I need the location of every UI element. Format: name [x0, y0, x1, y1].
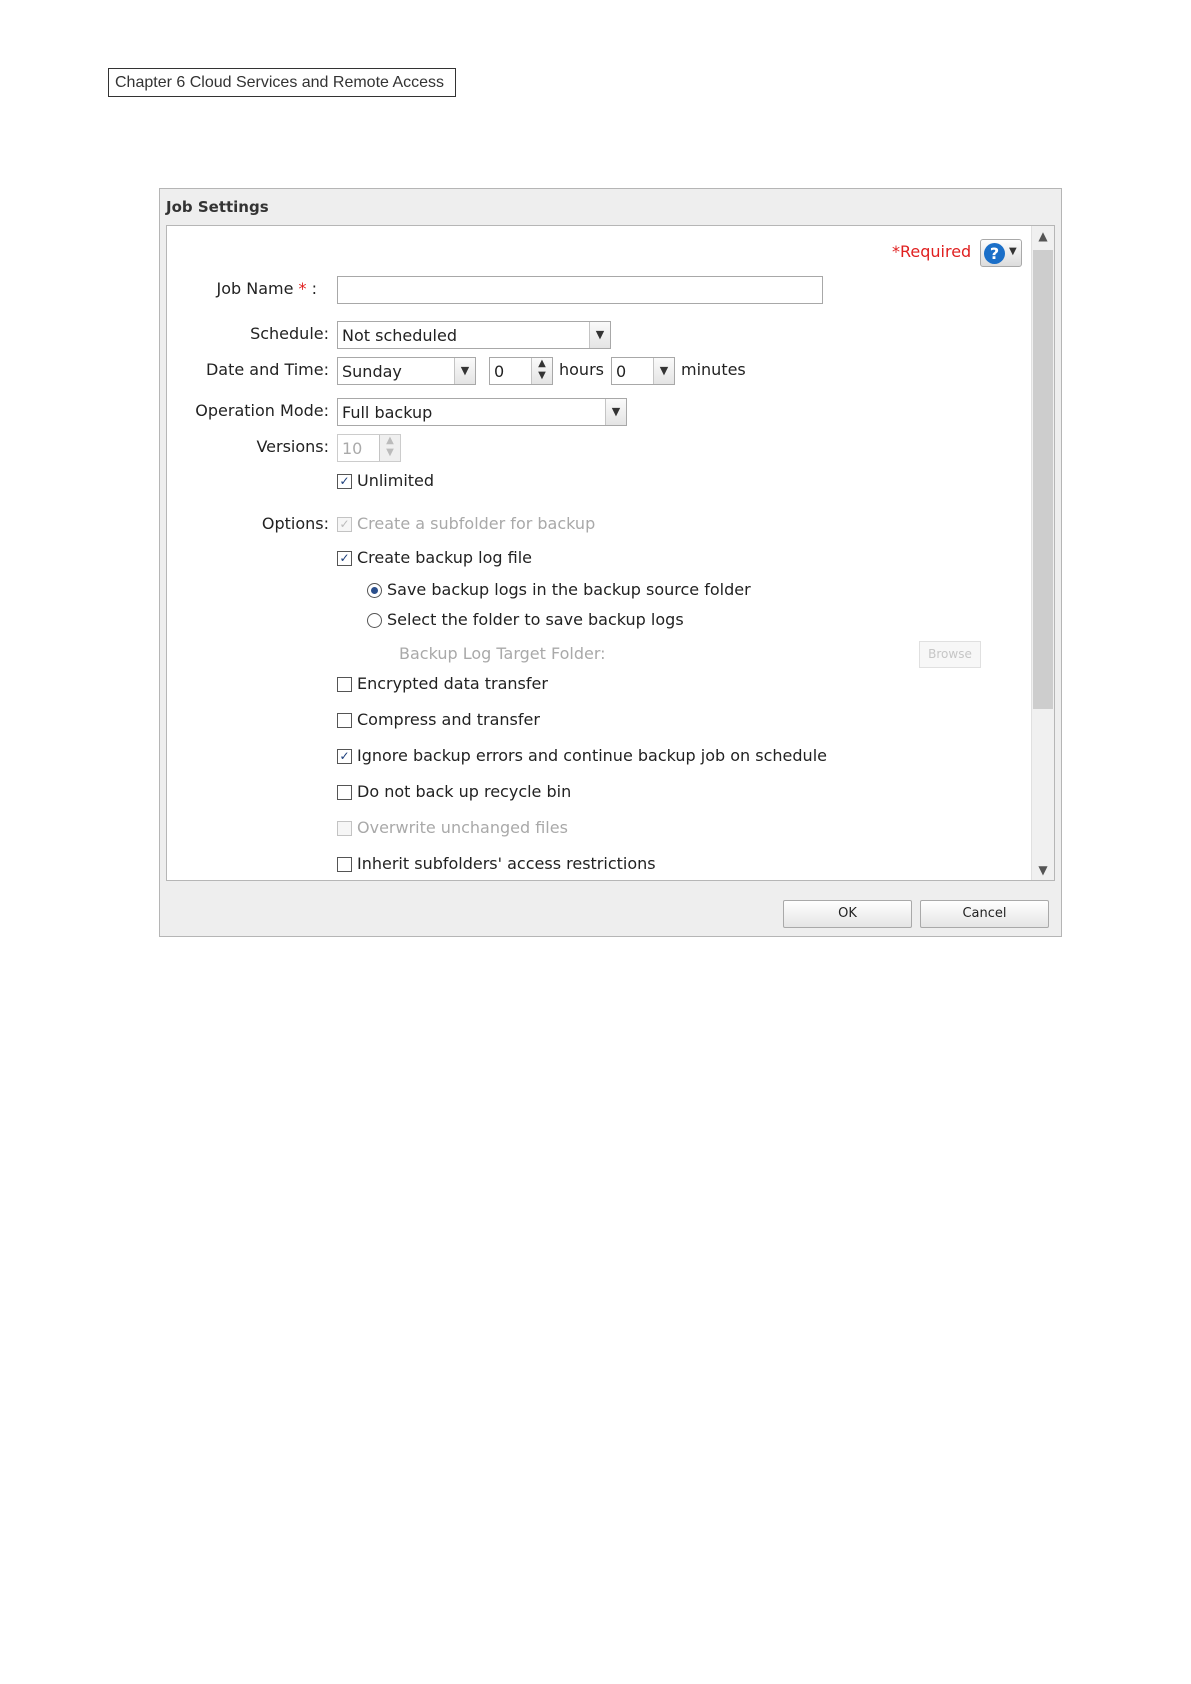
chevron-down-icon[interactable]: ▼ — [653, 358, 674, 384]
save-in-source-radio[interactable] — [367, 583, 382, 598]
dialog-title: Job Settings — [166, 198, 269, 216]
job-name-label-group — [167, 279, 317, 298]
backup-log-checkbox[interactable]: ✓ — [337, 551, 352, 566]
required-mark: * — [298, 279, 307, 298]
subfolder-label: Create a subfolder for backup — [357, 514, 596, 533]
day-value: Sunday — [342, 362, 402, 381]
date-time-label: Date and Time: — [205, 360, 329, 379]
versions-stepper — [337, 434, 401, 462]
question-icon: ? — [984, 243, 1005, 264]
schedule-value: Not scheduled — [342, 326, 457, 345]
ignore-errors-checkbox[interactable]: ✓ — [337, 749, 352, 764]
hours-stepper[interactable] — [489, 357, 553, 385]
chapter-header: Chapter 6 Cloud Services and Remote Access — [108, 68, 456, 97]
compress-transfer-checkbox[interactable] — [337, 713, 352, 728]
unlimited-checkbox[interactable]: ✓ — [337, 474, 352, 489]
job-name-input[interactable] — [337, 276, 823, 304]
scroll-thumb[interactable] — [1033, 250, 1053, 709]
job-name-label: Job Name — [216, 279, 294, 298]
job-settings-dialog — [159, 188, 1062, 937]
schedule-label: Schedule: — [250, 324, 329, 343]
scroll-up-icon[interactable]: ▲ — [1038, 229, 1048, 243]
cancel-button[interactable]: Cancel — [920, 900, 1049, 928]
encrypted-transfer-checkbox[interactable] — [337, 677, 352, 692]
chevron-down-icon[interactable]: ▼ — [589, 322, 610, 348]
browse-button: Browse — [919, 641, 981, 668]
inherit-restrictions-checkbox[interactable] — [337, 857, 352, 872]
hours-unit: hours — [559, 360, 604, 379]
chevron-down-icon[interactable]: ▼ — [605, 399, 626, 425]
versions-value: 10 — [342, 439, 363, 458]
spin-arrows-icon: ▲ ▼ — [379, 435, 400, 461]
select-folder-label: Select the folder to save backup logs — [387, 610, 684, 629]
day-select[interactable] — [337, 357, 476, 385]
spin-arrows-icon[interactable]: ▲ ▼ — [531, 358, 552, 384]
overwrite-unchanged-checkbox — [337, 821, 352, 836]
versions-label: Versions: — [256, 437, 329, 456]
options-label: Options: — [261, 514, 329, 533]
recycle-bin-label: Do not back up recycle bin — [357, 782, 572, 801]
hours-value: 0 — [494, 362, 505, 381]
subfolder-checkbox: ✓ — [337, 517, 352, 532]
minutes-unit: minutes — [681, 360, 746, 379]
chevron-down-icon[interactable]: ▼ — [454, 358, 475, 384]
minutes-value: 0 — [616, 362, 627, 381]
help-button[interactable] — [980, 239, 1022, 267]
unlimited-label: Unlimited — [357, 471, 435, 490]
save-in-source-label: Save backup logs in the backup source folder — [387, 580, 751, 599]
compress-transfer-label: Compress and transfer — [357, 710, 540, 729]
operation-mode-select[interactable] — [337, 398, 627, 426]
inherit-restrictions-label: Inherit subfolders' access restrictions — [357, 854, 656, 873]
recycle-bin-checkbox[interactable] — [337, 785, 352, 800]
minutes-select[interactable] — [611, 357, 675, 385]
required-note: *Required — [892, 242, 972, 261]
select-folder-radio[interactable] — [367, 613, 382, 628]
job-name-colon: : — [311, 279, 317, 298]
vertical-scrollbar[interactable] — [1031, 226, 1054, 880]
ok-button[interactable]: OK — [783, 900, 912, 928]
ignore-errors-label: Ignore backup errors and continue backup job on schedule — [357, 746, 827, 765]
overwrite-unchanged-label: Overwrite unchanged files — [357, 818, 568, 837]
operation-mode-value: Full backup — [342, 403, 433, 422]
schedule-select[interactable] — [337, 321, 611, 349]
operation-mode-label: Operation Mode: — [195, 401, 329, 420]
log-target-label: Backup Log Target Folder: — [399, 644, 606, 663]
caret-down-icon: ▼ — [1009, 246, 1017, 257]
backup-log-label: Create backup log file — [357, 548, 533, 567]
settings-panel — [166, 225, 1055, 881]
encrypted-transfer-label: Encrypted data transfer — [357, 674, 548, 693]
scroll-down-icon[interactable]: ▼ — [1038, 863, 1048, 877]
